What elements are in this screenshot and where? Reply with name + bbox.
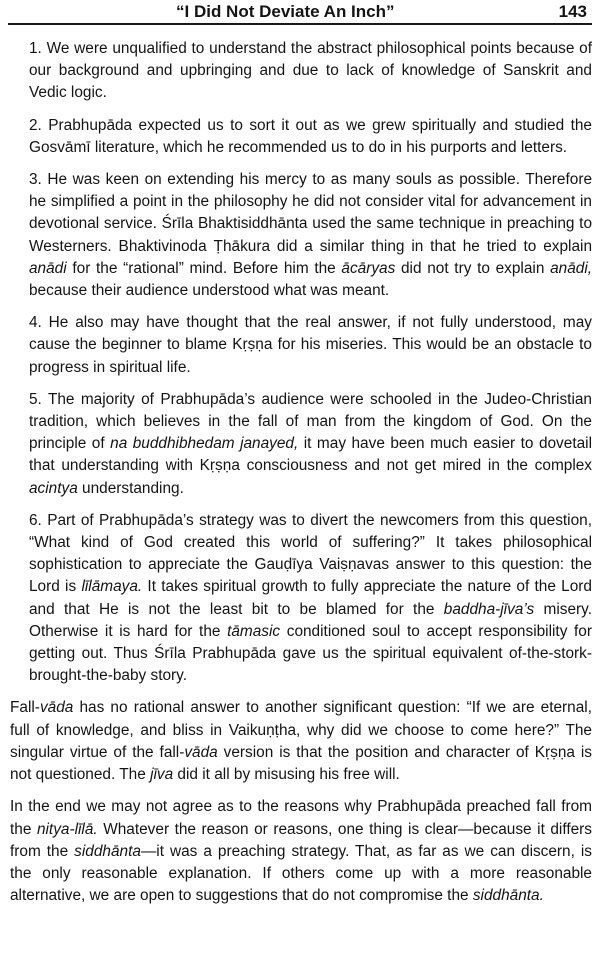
header-rule [8, 23, 592, 25]
numbered-point-2: 2. Prabhupāda expected us to sort it out as we grew spiritually and studied the Gosvāmī literature, which he recommended us to do in his purports and letters. [29, 116, 592, 156]
numbered-point-5: 5. The majority of Prabhupāda’s audience were schooled in the Judeo-Christian tradition, which believes in the fall of man from the kingdom of God. On the principle of na buddhibhedam janayed, it may have been much easier to dovetail that understanding with Kṛṣṇa consciousness and not get mired in the complex acintya understanding. [29, 390, 592, 497]
page-number: 143 [558, 2, 587, 21]
numbered-point-4: 4. He also may have thought that the real answer, if not fully understood, may cause the beginner to blame Kṛṣṇa for his miseries. This would be an obstacle to progress in spiritual life. [29, 314, 592, 376]
numbered-point-3: 3. He was keen on extending his mercy to as many souls as possible. Therefore he simplified a point in the philosophy he did not consider vital for advancement in devotional service. Śrīla Bhaktisiddhānta used the same technique in preaching to Westerners. Bhaktivinoda Ṭhākura did a similar thing in that he tried to explain anādi for the “rational” mind. Before him the ācāryas did not try to explain anādi, because their audience understood what was meant. [29, 171, 593, 300]
paragraph-fall-vada: Fall-vāda has no rational answer to another significant question: “If we are eternal, full of knowledge, and bliss in Vaikuṇṭha, why did we choose to come here?” The singular virtue of the fall-vāda version is that the position and character of Kṛṣṇa is not questioned. The jīva did it all by misusing his free will. [10, 699, 592, 784]
numbered-point-6: 6. Part of Prabhupāda’s strategy was to divert the newcomers from this question, “What kind of God created this world of suffering?” It takes philosophical sophistication to appreciate the Gauḍīya Vaiṣṇavas answer to this question: the Lord is līlāmaya. It takes spiritual growth to fully appreciate the nature of the Lord and that He is not the least bit to be blamed for the baddha-jīva’s misery. Otherwise it is hard for the tāmasic conditioned soul to accept responsibility for getting out. Thus Śrīla Prabhupāda gave us the spiritual equivalent of-the-stork-brought-the-baby story. [29, 511, 592, 685]
paragraph-conclusion: In the end we may not agree as to the reasons why Prabhupāda preached fall from the nitya-līlā. Whatever the reason or reasons, one thing is clear—because it differs from the siddhānta—it was a preaching strategy. That, as far as we can discern, is the only reasonable explanation. If others come up with a more reasonable alternative, we are open to suggestions that do not compromise the siddhānta. [10, 798, 593, 905]
chapter-title: “I Did Not Deviate An Inch” [176, 2, 395, 21]
numbered-point-1: 1. We were unqualified to understand the abstract philosophical points because of our background and upbringing and due to lack of knowledge of Sanskrit and Vedic logic. [29, 40, 592, 102]
running-header [0, 0, 600, 26]
body-text [10, 38, 592, 917]
